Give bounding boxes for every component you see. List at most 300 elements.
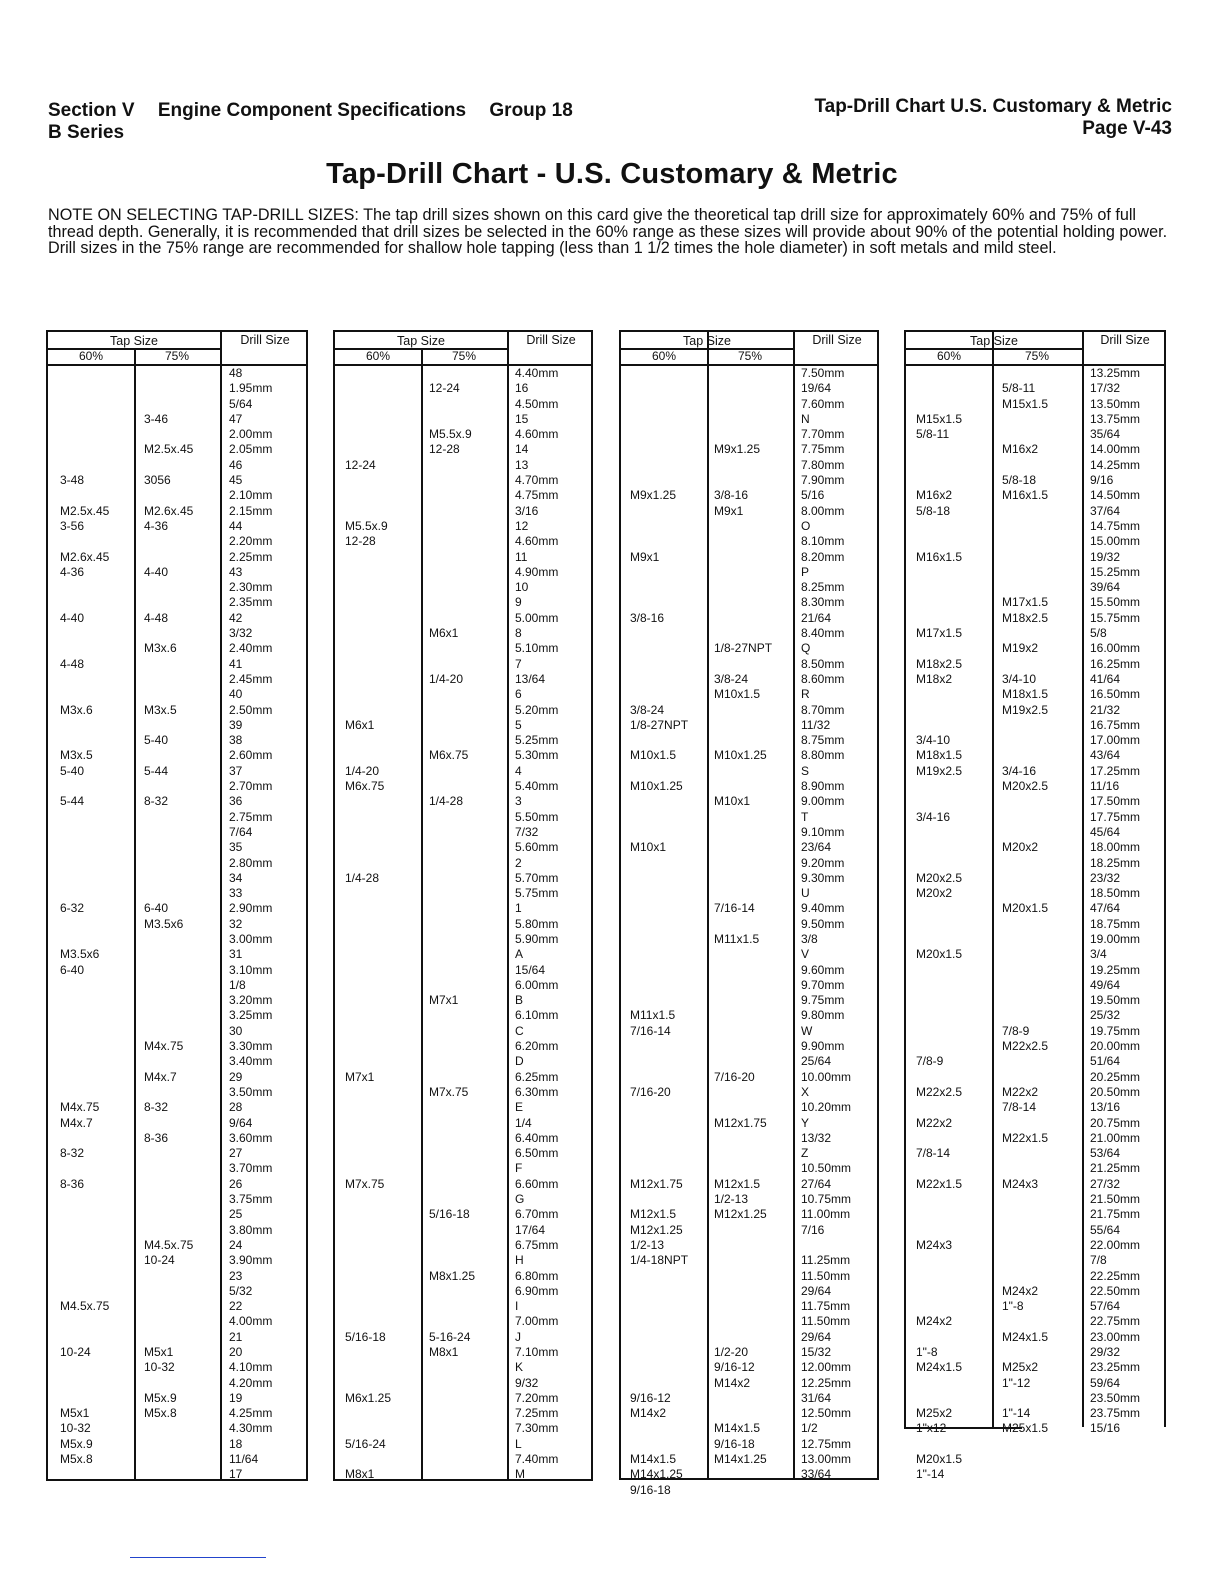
tap-75-cell	[714, 779, 792, 794]
drill-size-cell: 11.50mm	[801, 1314, 851, 1329]
tap-75-cell	[429, 1299, 505, 1314]
tap-60-cell	[345, 1085, 419, 1100]
drill-size-header: Drill Size	[1100, 333, 1150, 347]
tap-75-cell	[714, 993, 792, 1008]
tap-60-cell: 4-48	[60, 656, 85, 671]
drill-size-cell: 3.20mm	[229, 993, 273, 1008]
tap-75-cell: M3x.6	[144, 641, 177, 656]
tap-75-cell	[144, 978, 218, 993]
drill-size-cell: 45	[229, 473, 243, 488]
tap-75-cell	[144, 1161, 218, 1176]
drill-size-cell: 7.75mm	[801, 442, 845, 457]
drill-size-cell: 22.75mm	[1090, 1314, 1141, 1329]
drill-size-cell: 3.70mm	[229, 1161, 273, 1176]
drill-size-cell: 23/32	[1090, 870, 1121, 885]
tap-60-cell	[630, 947, 706, 962]
tap-60-cell: M24x2	[916, 1314, 953, 1329]
pct75-column	[429, 366, 505, 1498]
drill-size-cell: 15/64	[515, 962, 546, 977]
tap-75-cell	[1002, 458, 1080, 473]
drill-size-cell: 25/64	[801, 1054, 832, 1069]
drill-size-cell: E	[515, 1100, 524, 1115]
tap-60-cell	[916, 442, 990, 457]
tap-60-cell	[345, 1529, 419, 1544]
drill-size-cell: 20.50mm	[1090, 1084, 1141, 1099]
tap-60-cell	[916, 1207, 990, 1222]
tap-60-cell: M22x1.5	[916, 1176, 963, 1191]
tap-60-cell	[630, 917, 706, 932]
tap-75-cell	[144, 1192, 218, 1207]
drill-size-cell: 11.00mm	[801, 1207, 851, 1222]
tap-60-cell: 6-32	[60, 901, 85, 916]
drill-size-cell: 27	[229, 1146, 243, 1161]
tap-75-cell	[714, 1131, 792, 1146]
drill-size-cell: 15.75mm	[1090, 610, 1141, 625]
drill-size-cell: 22.25mm	[1090, 1268, 1141, 1283]
tap-60-cell: M3.5x6	[60, 947, 100, 962]
tap-75-cell	[429, 1100, 505, 1115]
drill-size-cell: 11.25mm	[801, 1253, 851, 1268]
tap-60-cell	[630, 381, 706, 396]
drill-column	[801, 366, 879, 1483]
tap-60-cell	[345, 1559, 419, 1574]
drill-size-cell: 15/32	[801, 1345, 832, 1359]
drill-size-cell: 8.30mm	[801, 595, 845, 610]
tap-75-cell: M19x2	[1002, 641, 1039, 656]
tap-60-cell	[630, 1376, 706, 1391]
tap-75-cell: 3/8-24	[714, 671, 749, 686]
drill-size-cell: 7.00mm	[515, 1314, 559, 1329]
tap-60-cell: 7/8-9	[916, 1054, 944, 1069]
tap-60-cell	[345, 473, 419, 488]
tap-75-cell	[429, 764, 505, 779]
tap-60-cell: M6x1	[345, 717, 375, 732]
tap-60-cell: 1"-8	[916, 1345, 938, 1359]
tap-75-cell	[714, 886, 792, 901]
drill-size-cell: 16.25mm	[1090, 656, 1141, 671]
drill-size-cell: 22.50mm	[1090, 1283, 1141, 1298]
tap-75-cell: 3-46	[144, 411, 169, 426]
tap-75-cell	[1002, 1161, 1080, 1176]
tap-60-cell	[60, 886, 132, 901]
drill-size-cell: 7.90mm	[801, 473, 845, 488]
tap-60-cell	[916, 825, 990, 840]
drill-size-cell: 2.35mm	[229, 595, 273, 610]
tap-75-cell	[429, 1192, 505, 1207]
drill-size-cell: 23/64	[801, 840, 832, 855]
tap-60-cell: M6x1.25	[345, 1390, 392, 1405]
tap-60-cell	[60, 932, 132, 947]
tap-75-cell	[714, 1284, 792, 1299]
drill-size-cell: 17.50mm	[1090, 794, 1141, 809]
drill-size-cell: 31/64	[801, 1390, 832, 1405]
tap-60-cell	[630, 657, 706, 672]
tap-75-cell: M20x2.5	[1002, 779, 1049, 794]
tap-75-cell	[429, 1253, 505, 1268]
tap-60-cell: 1/4-18NPT	[630, 1253, 689, 1268]
tap-60-cell: M25x2	[916, 1406, 953, 1421]
drill-size-cell: 14.00mm	[1090, 442, 1141, 457]
drill-size-cell: 43	[229, 564, 243, 579]
tap-75-cell	[1002, 963, 1080, 978]
tap-60-cell	[345, 1544, 419, 1559]
drill-size-cell: 37/64	[1090, 503, 1121, 518]
tap-75-cell	[714, 856, 792, 871]
pct75-column	[714, 366, 792, 1513]
tap-60-cell	[60, 1467, 132, 1482]
tap-60-cell	[916, 1330, 990, 1345]
tap-75-cell: 12-28	[429, 442, 460, 457]
tap-60-cell	[345, 1513, 419, 1528]
tap-75-cell	[429, 1360, 505, 1375]
tap-60-cell	[345, 1406, 419, 1421]
tap-75-cell	[714, 917, 792, 932]
tap-75-cell: M7x.75	[429, 1084, 469, 1099]
tap-60-cell	[630, 1192, 706, 1207]
drill-size-cell: Y	[801, 1115, 810, 1130]
drill-size-cell: 8.25mm	[801, 580, 845, 595]
tap-60-cell	[916, 1437, 990, 1452]
drill-size-cell: 21	[229, 1329, 243, 1344]
drill-size-cell: H	[515, 1253, 524, 1268]
drill-size-cell: 3.30mm	[229, 1039, 273, 1054]
tap-75-cell	[429, 718, 505, 733]
tap-60-cell: M24x3	[916, 1237, 953, 1252]
tap-75-cell: M20x1.5	[1002, 901, 1049, 916]
drill-size-cell: 33	[229, 886, 243, 901]
drill-size-cell: 14	[515, 442, 529, 457]
tap-75-cell	[144, 1498, 218, 1513]
tap-60-cell	[60, 427, 132, 442]
tap-60-cell: M2.5x.45	[60, 503, 110, 518]
drill-size-cell: 18	[229, 1436, 243, 1451]
tap-75-cell	[144, 657, 218, 672]
tap-60-cell	[345, 1452, 419, 1467]
tap-60-cell	[916, 993, 990, 1008]
drill-size-cell: 5.50mm	[515, 809, 559, 824]
drill-size-cell: 8.50mm	[801, 656, 845, 671]
tap-60-cell	[345, 611, 419, 626]
tap-75-cell: 1/2-13	[714, 1192, 749, 1207]
tap-60-cell	[916, 963, 990, 978]
tap-75-cell	[1002, 1238, 1080, 1253]
tap-60-cell: M4x.75	[60, 1100, 100, 1115]
tap-75-cell	[429, 1238, 505, 1253]
tap-60-cell	[630, 1421, 706, 1436]
drill-size-cell: 9.30mm	[801, 870, 845, 885]
tap-75-cell	[1002, 810, 1080, 825]
tap-75-cell	[1002, 366, 1080, 381]
tap-75-cell	[714, 810, 792, 825]
tap-60-cell	[916, 1299, 990, 1314]
tap-60-cell	[630, 764, 706, 779]
drill-size-cell: 3	[515, 794, 522, 809]
tap-75-cell	[1002, 1192, 1080, 1207]
drill-size-cell: 16.50mm	[1090, 687, 1141, 702]
drill-size-cell: 23.00mm	[1090, 1329, 1141, 1344]
drill-size-cell: 29/32	[1090, 1345, 1121, 1359]
tap-60-cell	[345, 1238, 419, 1253]
drill-size-cell: P	[801, 564, 810, 579]
tap-60-cell	[345, 978, 419, 993]
tap-75-cell: M9x1	[714, 503, 744, 518]
tap-60-cell	[60, 641, 132, 656]
tap-60-cell: 5-40	[60, 763, 85, 778]
tap-60-cell	[630, 978, 706, 993]
tap-60-cell	[630, 626, 706, 641]
drill-size-cell: 18.75mm	[1090, 916, 1141, 931]
drill-size-cell: 7.50mm	[801, 366, 845, 380]
tap-60-cell	[916, 1008, 990, 1023]
tap-75-cell: 6-40	[144, 901, 169, 916]
tap-60-cell	[60, 733, 132, 748]
tap-75-cell	[1002, 504, 1080, 519]
drill-size-cell: 26	[229, 1176, 243, 1191]
drill-size-cell: K	[515, 1360, 524, 1375]
tap-60-cell	[916, 1070, 990, 1085]
drill-size-cell: 2.50mm	[229, 702, 273, 717]
tap-60-cell: 4-40	[60, 610, 85, 625]
tap-60-cell: M20x1.5	[916, 1452, 963, 1467]
tap-75-cell: M16x2	[1002, 442, 1039, 457]
tap-60-cell	[345, 1376, 419, 1391]
tap-75-cell: 3/4-10	[1002, 671, 1037, 686]
tap-75-cell: M25x2	[1002, 1360, 1039, 1375]
drill-size-cell: 11/16	[1090, 779, 1120, 794]
tap-60-cell	[916, 1039, 990, 1054]
tap-75-cell	[714, 764, 792, 779]
tap-60-cell: 10-32	[60, 1421, 91, 1436]
drill-size-cell: 9.60mm	[801, 962, 845, 977]
tap-75-cell	[429, 1406, 505, 1421]
tap-75-cell	[144, 748, 218, 763]
drill-size-cell: 29	[229, 1069, 243, 1084]
tap-75-cell	[714, 1008, 792, 1023]
drill-size-cell: 48	[229, 366, 243, 380]
drill-column	[229, 366, 308, 1483]
tap-75-cell	[144, 381, 218, 396]
drill-size-cell: 5.10mm	[515, 641, 559, 656]
tap-75-cell	[429, 611, 505, 626]
tap-60-cell	[345, 381, 419, 396]
tap-60-cell	[60, 1314, 132, 1329]
tap-75-cell	[429, 871, 505, 886]
tap-60-cell: M4.5x.75	[60, 1299, 110, 1314]
tap-75-cell	[144, 871, 218, 886]
tap-60-cell: 12-28	[345, 534, 376, 549]
drill-size-cell: N	[801, 411, 810, 426]
tap-75-cell: M18x1.5	[1002, 687, 1049, 702]
tap-75-cell	[714, 871, 792, 886]
tap-75-cell	[1002, 1269, 1080, 1284]
tap-75-cell	[714, 366, 792, 381]
drill-size-cell: 25/32	[1090, 1008, 1121, 1023]
header-right	[814, 96, 1172, 140]
tap-75-cell	[1002, 1345, 1080, 1360]
table-header	[621, 332, 877, 366]
drill-size-cell: 7.60mm	[801, 396, 845, 411]
tap-75-cell: M7x1	[429, 993, 459, 1008]
drill-size-cell: 1/2	[801, 1421, 818, 1436]
drill-size-cell: 16.00mm	[1090, 641, 1141, 656]
tap-60-cell	[630, 1054, 706, 1069]
tap-60-cell	[345, 947, 419, 962]
drill-size-cell: 7.10mm	[515, 1345, 559, 1359]
tap-drill-table-3	[619, 330, 879, 1497]
pct60-header: 60%	[78, 349, 104, 363]
tap-60-cell	[345, 412, 419, 427]
drill-size-cell: I	[515, 1299, 519, 1314]
tap-60-cell	[345, 1360, 419, 1375]
tap-60-cell: 3/8-24	[630, 702, 665, 717]
drill-size-cell: 12.50mm	[801, 1406, 852, 1421]
tap-75-cell	[714, 626, 792, 641]
tap-75-cell	[1002, 1008, 1080, 1023]
tap-size-header: Tap Size	[110, 334, 158, 348]
pct60-header: 60%	[936, 349, 962, 363]
tap-60-cell	[60, 1376, 132, 1391]
tap-60-cell	[630, 932, 706, 947]
drill-size-cell: 14.50mm	[1090, 488, 1141, 503]
tap-75-cell	[429, 1467, 505, 1482]
drill-size-cell: 12.00mm	[801, 1360, 852, 1375]
drill-size-cell: 47/64	[1090, 901, 1121, 916]
drill-size-cell: 21.75mm	[1090, 1207, 1141, 1222]
drill-size-cell: 20.75mm	[1090, 1115, 1141, 1130]
tap-60-cell: M20x2.5	[916, 870, 963, 885]
drill-size-cell: 9.50mm	[801, 916, 845, 931]
tap-75-cell	[429, 1483, 505, 1498]
drill-size-cell: 39/64	[1090, 580, 1121, 595]
drill-size-cell: 3/4	[1090, 947, 1107, 962]
tap-60-cell	[916, 534, 990, 549]
tap-75-cell: M16x1.5	[1002, 488, 1049, 503]
drill-size-cell: 7.40mm	[515, 1452, 559, 1467]
drill-size-cell: 16	[515, 381, 529, 396]
pct75-header: 75%	[737, 349, 763, 363]
tap-75-cell: M22x2	[1002, 1084, 1039, 1099]
tap-60-cell	[630, 580, 706, 595]
tap-75-cell	[429, 978, 505, 993]
tap-75-cell	[1002, 825, 1080, 840]
drill-size-cell: X	[801, 1084, 810, 1099]
tap-60-cell	[630, 1345, 706, 1360]
drill-size-cell: 11.75mm	[801, 1299, 851, 1314]
drill-size-cell: 38	[229, 733, 243, 748]
tap-75-cell	[1002, 871, 1080, 886]
drill-size-cell: 11/32	[801, 717, 831, 732]
tap-60-cell: M18x1.5	[916, 748, 963, 763]
tap-60-cell	[345, 442, 419, 457]
units-label: U.S. Customary & Metric	[950, 96, 1172, 117]
tap-75-cell	[429, 1116, 505, 1131]
tap-75-cell: 1/2-20	[714, 1345, 749, 1359]
tap-60-cell	[345, 1207, 419, 1222]
tap-60-cell	[916, 565, 990, 580]
tap-60-cell: M18x2.5	[916, 656, 963, 671]
drill-size-cell: 8.10mm	[801, 534, 845, 549]
tap-75-cell: M22x2.5	[1002, 1039, 1049, 1054]
tap-75-cell	[429, 366, 505, 381]
tap-60-cell	[630, 1284, 706, 1299]
tap-75-cell	[429, 901, 505, 916]
tap-75-cell	[429, 1284, 505, 1299]
tap-60-cell	[345, 703, 419, 718]
drill-size-cell: 3.00mm	[229, 931, 273, 946]
drill-size-cell: 13.25mm	[1090, 366, 1141, 380]
tap-60-cell	[916, 381, 990, 396]
tap-75-cell	[1002, 947, 1080, 962]
tap-75-cell	[1002, 932, 1080, 947]
tap-60-cell	[60, 1498, 132, 1513]
drill-size-cell: O	[801, 518, 811, 533]
drill-size-cell: 8.70mm	[801, 702, 845, 717]
drill-size-cell: 10.50mm	[801, 1161, 852, 1176]
tap-75-cell: M10x1	[714, 794, 751, 809]
tap-60-cell: 6-40	[60, 962, 85, 977]
tap-60-cell	[345, 1299, 419, 1314]
pct75-header: 75%	[1024, 349, 1050, 363]
drill-size-cell: 15/16	[1090, 1421, 1121, 1436]
drill-size-cell: 34	[229, 870, 243, 885]
drill-size-cell: 9.00mm	[801, 794, 845, 809]
tap-60-cell	[345, 1008, 419, 1023]
tap-60-cell: M22x2.5	[916, 1084, 963, 1099]
drill-size-cell: 43/64	[1090, 748, 1121, 763]
tap-75-cell	[429, 595, 505, 610]
drill-size-cell: 5	[515, 717, 522, 732]
drill-size-cell: 27/32	[1090, 1176, 1121, 1191]
tap-60-cell	[345, 825, 419, 840]
tap-75-cell	[429, 1177, 505, 1192]
drill-size-cell: 4.60mm	[515, 427, 559, 442]
tap-75-cell	[144, 1146, 218, 1161]
tap-75-cell	[714, 397, 792, 412]
tap-60-cell	[345, 550, 419, 565]
tap-75-cell: M17x1.5	[1002, 595, 1049, 610]
drill-size-cell: 42	[229, 610, 243, 625]
drill-size-cell: 14.25mm	[1090, 457, 1141, 472]
tap-75-cell	[714, 1039, 792, 1054]
tap-60-cell	[60, 458, 132, 473]
drill-size-cell: 22.00mm	[1090, 1237, 1141, 1252]
drill-size-cell: 5.25mm	[515, 733, 559, 748]
tap-60-cell	[60, 917, 132, 932]
tap-75-cell	[714, 1054, 792, 1069]
tap-75-cell	[714, 381, 792, 396]
tap-75-cell	[144, 1314, 218, 1329]
tap-60-cell	[630, 672, 706, 687]
tap-60-cell	[916, 1376, 990, 1391]
tap-75-cell: 5/16-18	[429, 1207, 470, 1222]
tap-60-cell	[60, 810, 132, 825]
tap-75-cell: 1/8-27NPT	[714, 641, 773, 656]
tap-75-cell: 7/8-9	[1002, 1023, 1030, 1038]
tap-75-cell	[1002, 748, 1080, 763]
tap-60-cell	[916, 1024, 990, 1039]
drill-size-cell: 5.20mm	[515, 702, 559, 717]
drill-size-cell: 6.25mm	[515, 1069, 559, 1084]
tap-60-cell: 1/4-20	[345, 763, 380, 778]
drill-size-cell: 6.90mm	[515, 1283, 559, 1298]
drill-size-cell: 9.90mm	[801, 1039, 845, 1054]
tap-60-cell	[630, 427, 706, 442]
tap-60-cell	[345, 1253, 419, 1268]
tap-60-cell	[916, 901, 990, 916]
drill-size-cell: 5.75mm	[515, 886, 559, 901]
drill-size-cell: 40	[229, 687, 243, 702]
drill-size-cell: G	[515, 1192, 525, 1207]
